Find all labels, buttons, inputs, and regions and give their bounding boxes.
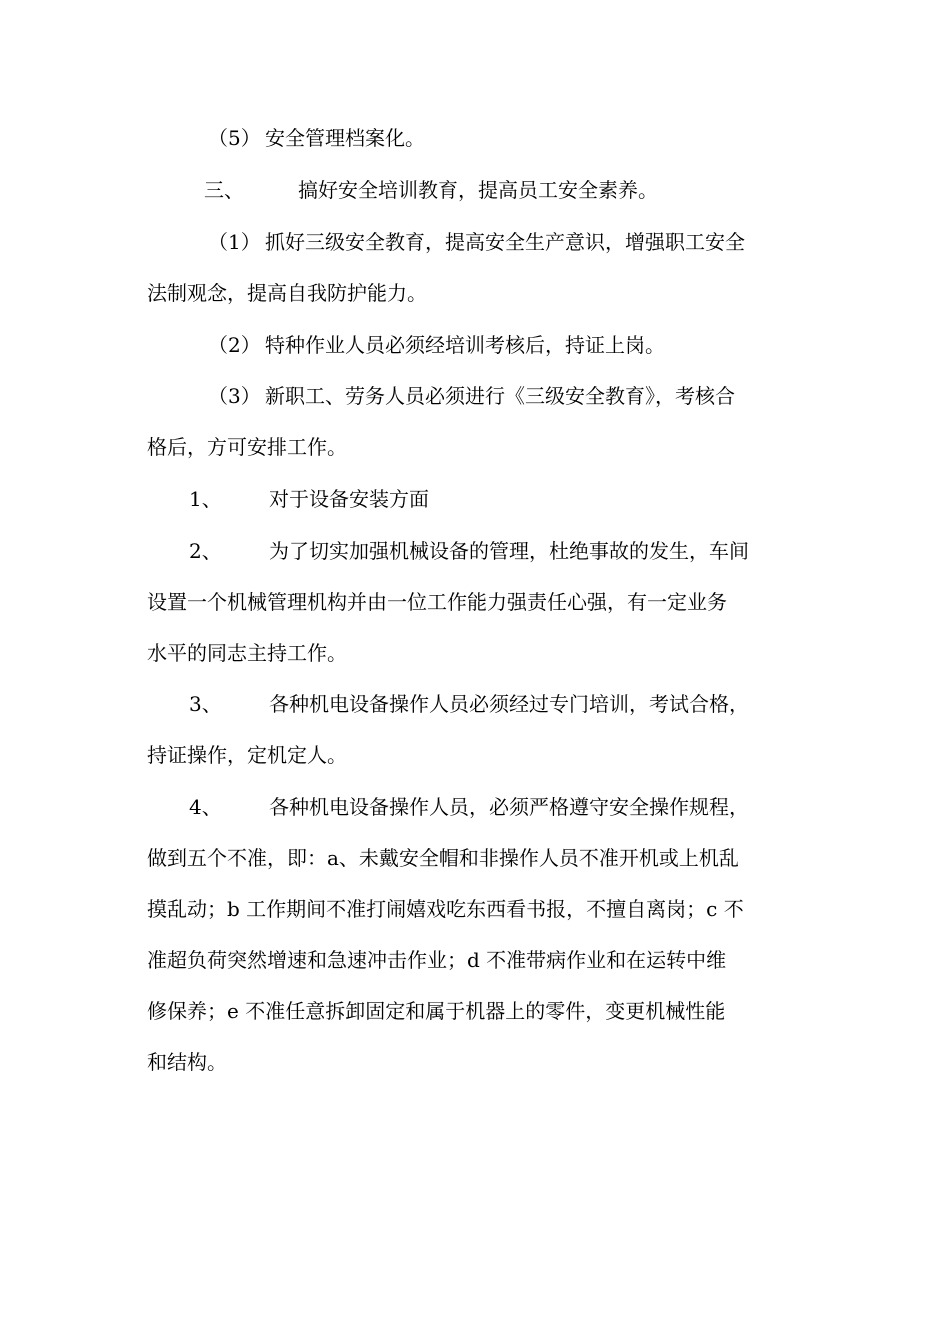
list-marker: （1） <box>208 230 261 254</box>
section-heading: 搞好安全培训教育，提高员工安全素养。 <box>298 178 658 202</box>
list-number: 3、 <box>189 692 222 716</box>
paragraph-line: 格后，方可安排工作。 <box>147 435 347 459</box>
list-number: 2、 <box>189 539 222 563</box>
paragraph-line: 做到五个不准，即：a、未戴安全帽和非操作人员不准开机或上机乱 <box>147 846 739 870</box>
list-number: 4、 <box>189 795 222 819</box>
paragraph-line: 安全管理档案化。 <box>265 126 425 150</box>
paragraph-line: 各种机电设备操作人员，必须严格遵守安全操作规程， <box>269 795 749 819</box>
paragraph-line: 法制观念，提高自我防护能力。 <box>147 281 427 305</box>
paragraph-line: 摸乱动；b 工作期间不准打闹嬉戏吃东西看书报，不擅自离岗；c 不 <box>147 897 744 921</box>
paragraph-line: 特种作业人员必须经培训考核后，持证上岗。 <box>265 333 665 357</box>
paragraph-line: 水平的同志主持工作。 <box>147 641 347 665</box>
section-number: 三、 <box>204 178 244 202</box>
list-marker: （5） <box>208 126 261 150</box>
paragraph-line: 持证操作，定机定人。 <box>147 743 347 767</box>
paragraph-line: 修保养；e 不准任意拆卸固定和属于机器上的零件，变更机械性能 <box>147 999 726 1023</box>
paragraph-line: 各种机电设备操作人员必须经过专门培训，考试合格， <box>269 692 749 716</box>
paragraph-line: 准超负荷突然增速和急速冲击作业；d 不准带病作业和在运转中维 <box>147 948 727 972</box>
paragraph-line: 新职工、劳务人员必须进行《三级安全教育》，考核合 <box>265 384 735 408</box>
paragraph-line: 为了切实加强机械设备的管理，杜绝事故的发生，车间 <box>269 539 749 563</box>
paragraph-line: 设置一个机械管理机构并由一位工作能力强责任心强，有一定业务 <box>147 590 727 614</box>
list-marker: （3） <box>208 384 261 408</box>
list-number: 1、 <box>189 487 222 511</box>
paragraph-line: 抓好三级安全教育，提高安全生产意识，增强职工安全 <box>265 230 745 254</box>
paragraph-line: 对于设备安装方面 <box>269 487 429 511</box>
paragraph-line: 和结构。 <box>147 1050 227 1074</box>
list-marker: （2） <box>208 333 261 357</box>
